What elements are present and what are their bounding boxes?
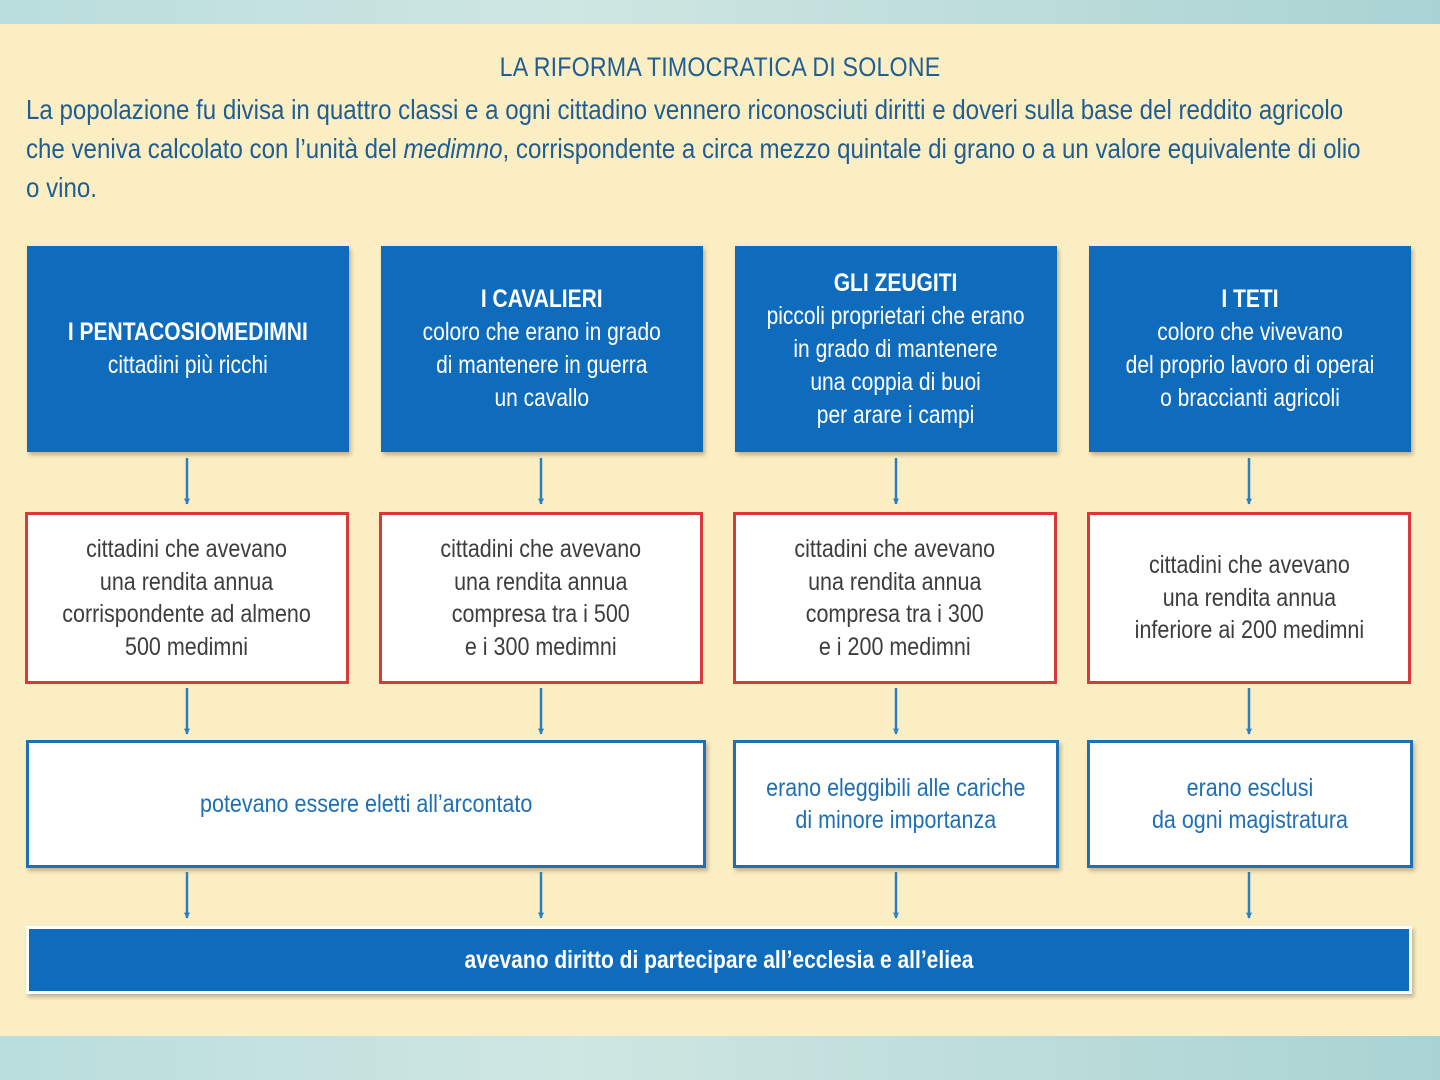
- intro-medimno-term: medimno: [403, 133, 503, 164]
- class-description: del proprio lavoro di operai: [1125, 351, 1375, 379]
- income-text: corrispondente ad almeno: [62, 600, 312, 628]
- intro-line-2-end: , corrispondente a circa mezzo quintale di grano o a un valore equivalente di olio: [502, 133, 1361, 164]
- class-description: cittadini più ricchi: [108, 351, 268, 379]
- class-description: piccoli proprietari che erano: [767, 301, 1025, 330]
- income-text: cittadini che avevano: [440, 535, 642, 563]
- rights-text: erano esclusi: [1186, 774, 1314, 802]
- intro-line-2-start: che veniva calcolato con l’unità del: [26, 133, 404, 164]
- rights-text: di minore importanza: [795, 806, 997, 834]
- income-text: inferiore ai 200 medimni: [1134, 616, 1364, 645]
- income-text: una rendita annua: [100, 567, 274, 596]
- income-text: cittadini che avevano: [86, 535, 288, 563]
- income-text: compresa tra i 500: [451, 600, 631, 628]
- intro-line-1: La popolazione fu divisa in quattro classi e a ogni cittadino vennero riconosciuti diritti e doveri sulla base del reddito agricolo: [26, 94, 1344, 125]
- class-description: coloro che erano in grado: [422, 318, 662, 346]
- class-description: o braccianti agricoli: [1160, 384, 1340, 412]
- rights-text: potevano essere eletti all’arcontato: [199, 790, 533, 818]
- common-right-text: avevano diritto di partecipare all’ecclesia e all’eliea: [464, 945, 974, 974]
- income-text: 500 medimni: [125, 632, 249, 661]
- income-text: cittadini che avevano: [794, 535, 996, 563]
- rights-text: erano eleggibili alle cariche: [766, 774, 1026, 802]
- income-text: una rendita annua: [808, 567, 982, 596]
- class-name: GLI ZEUGITI: [834, 268, 958, 297]
- intro-line-3: o vino.: [26, 172, 97, 203]
- class-description: coloro che vivevano: [1157, 318, 1343, 346]
- diagram-title: LA RIFORMA TIMOCRATICA DI SOLONE: [499, 52, 941, 82]
- class-name: I TETI: [1221, 285, 1279, 313]
- income-text: e i 300 medimni: [465, 632, 617, 661]
- income-text: una rendita annua: [454, 567, 628, 596]
- rights-text: da ogni magistratura: [1152, 806, 1348, 834]
- class-description: in grado di mantenere: [793, 334, 999, 363]
- class-name: I PENTACOSIOMEDIMNI: [68, 318, 308, 346]
- income-text: una rendita annua: [1162, 583, 1336, 612]
- class-description: di mantenere in guerra: [436, 351, 648, 379]
- class-name: I CAVALIERI: [481, 285, 603, 313]
- income-text: e i 200 medimni: [819, 632, 971, 661]
- income-text: cittadini che avevano: [1148, 551, 1350, 580]
- class-description: una coppia di buoi: [810, 367, 982, 396]
- class-description: un cavallo: [494, 384, 590, 412]
- class-description: per arare i campi: [817, 400, 975, 429]
- income-text: compresa tra i 300: [805, 600, 985, 628]
